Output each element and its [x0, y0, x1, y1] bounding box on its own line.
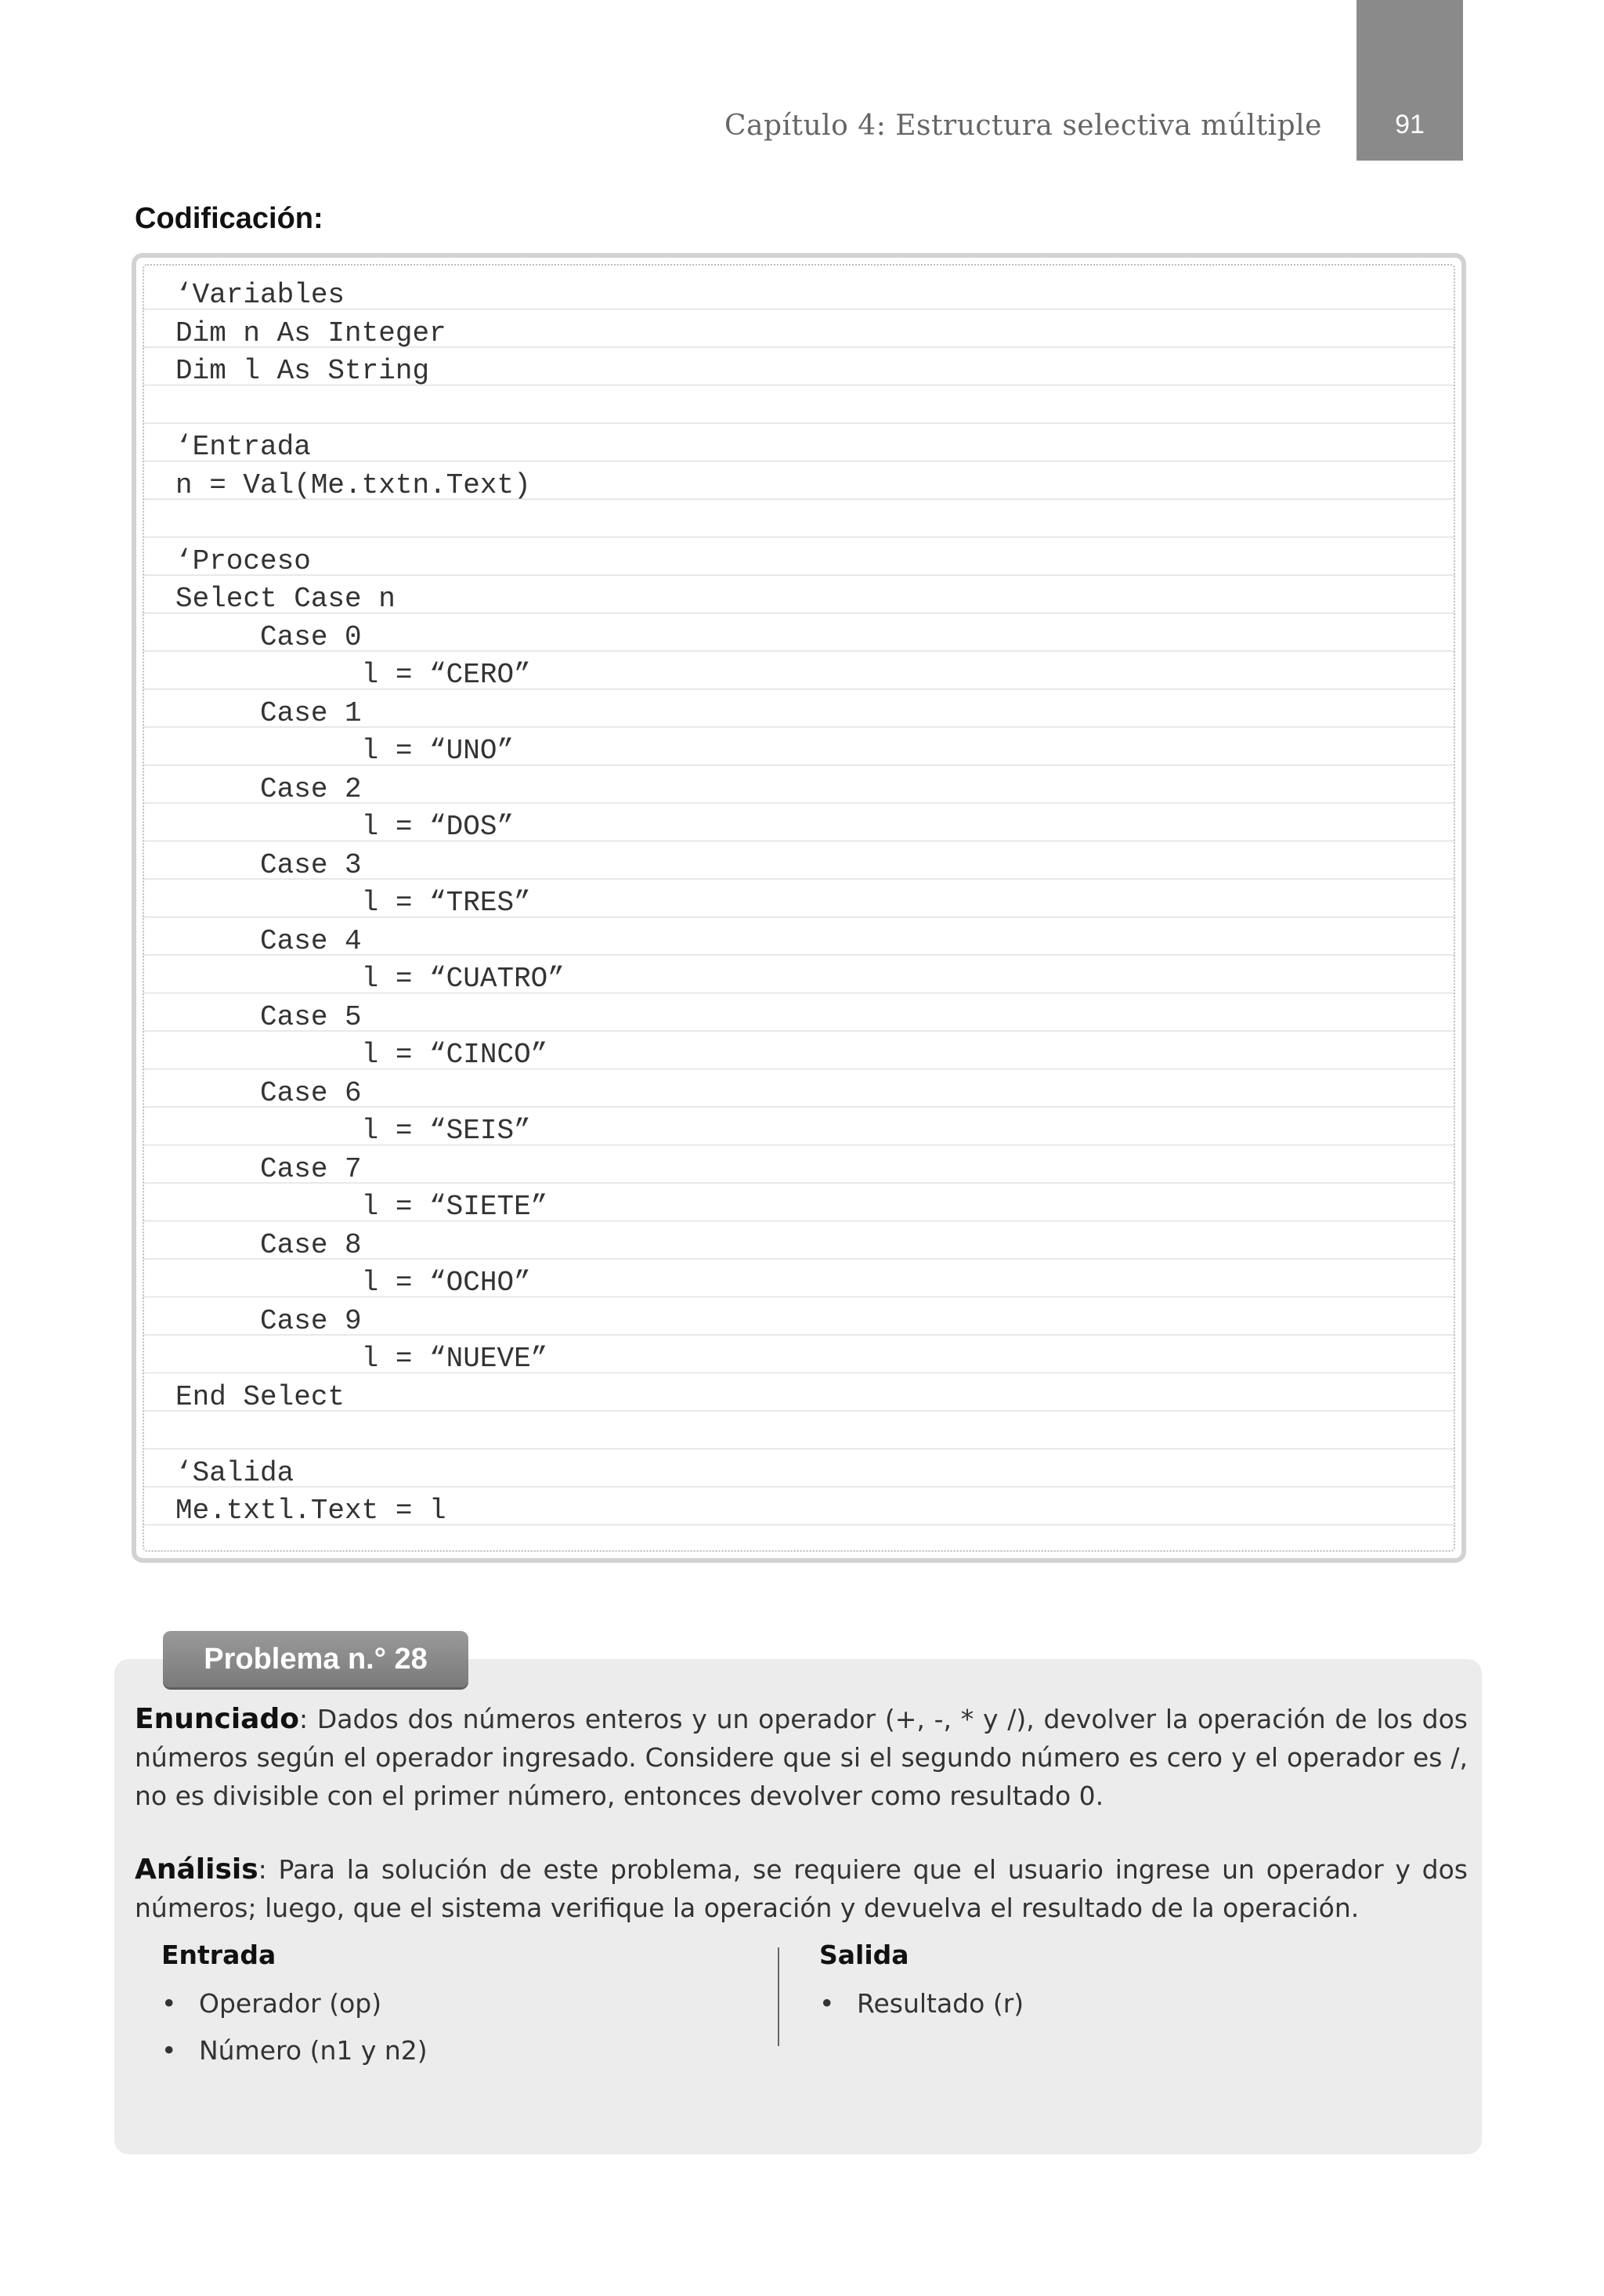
- code-block: [132, 253, 1466, 1563]
- code-line: Me.txtl.Text = l: [175, 1495, 446, 1527]
- salida-list: [819, 1980, 1461, 2027]
- problem-badge: Problema n.° 28: [163, 1631, 468, 1687]
- entrada-column: [161, 1935, 804, 2074]
- enunciado-text: : Dados dos números enteros y un operador (+, -, * y /), devolver la operación de los dos números según el operador ingresado. Considere que si el segundo número es cero y el operador es /, no es divisible con el primer número, entonces devolver como resultado 0.: [135, 1704, 1468, 1811]
- code-line: n = Val(Me.txtn.Text): [175, 468, 531, 501]
- salida-column: [819, 1935, 1461, 2027]
- code-line: [175, 391, 1438, 429]
- page-number: 91: [1395, 110, 1425, 139]
- code-line: l = “CUATRO”: [175, 963, 565, 995]
- code-line: Select Case n: [175, 583, 396, 615]
- code-line: Case 4: [175, 924, 362, 957]
- code-line: l = “CINCO”: [175, 1039, 548, 1071]
- code-line: l = “SIETE”: [175, 1191, 548, 1223]
- code-line: Case 8: [175, 1228, 362, 1261]
- code-line: [175, 504, 1438, 543]
- enunciado-paragraph: [135, 1700, 1468, 1815]
- bullet-icon: •: [161, 1988, 177, 2019]
- code-line: l = “OCHO”: [175, 1267, 531, 1299]
- code-line: Case 2: [175, 772, 362, 805]
- code-line: ‘Entrada: [175, 431, 311, 463]
- entrada-title: Entrada: [161, 1940, 276, 1970]
- code-line: l = “UNO”: [175, 735, 515, 767]
- column-divider: [778, 1947, 779, 2046]
- code-line: Case 6: [175, 1076, 362, 1109]
- code-line: ‘Variables: [175, 279, 345, 311]
- code-line: l = “NUEVE”: [175, 1343, 548, 1375]
- analisis-text: : Para la solución de este problema, se requiere que el usuario ingrese un operador y dos números; luego, que el sistema verifique la operación y devuelva el resultado de la operación.: [135, 1854, 1468, 1923]
- list-item: • Número (n1 y n2): [161, 2027, 804, 2074]
- code-line: l = “TRES”: [175, 887, 531, 919]
- code-line: ‘Proceso: [175, 544, 311, 577]
- code-line: Case 3: [175, 848, 362, 881]
- analisis-paragraph: [135, 1850, 1468, 1927]
- running-header: Capítulo 4: Estructura selectiva múltiple: [724, 110, 1322, 142]
- bullet-icon: •: [161, 2035, 177, 2066]
- code-lines: [175, 277, 1438, 1531]
- code-line: Case 7: [175, 1152, 362, 1185]
- code-line: Case 9: [175, 1304, 362, 1337]
- analisis-term: Análisis: [135, 1853, 258, 1886]
- entrada-list: [161, 1980, 804, 2074]
- code-block-inner: [143, 264, 1455, 1552]
- code-line: Case 5: [175, 1000, 362, 1033]
- code-line: End Select: [175, 1380, 345, 1413]
- bullet-icon: •: [819, 1988, 835, 2019]
- list-item: • Operador (op): [161, 1980, 804, 2027]
- code-line: l = “CERO”: [175, 659, 531, 691]
- code-line: [175, 1416, 1438, 1455]
- code-line: Case 1: [175, 696, 362, 729]
- code-line: Dim l As String: [175, 355, 430, 387]
- list-item: • Resultado (r): [819, 1980, 1461, 2027]
- code-line: Case 0: [175, 620, 362, 653]
- code-line: ‘Salida: [175, 1456, 294, 1489]
- enunciado-term: Enunciado: [135, 1703, 299, 1735]
- code-line: l = “SEIS”: [175, 1115, 531, 1147]
- section-heading: Codificación:: [135, 202, 323, 235]
- code-line: l = “DOS”: [175, 811, 515, 843]
- code-line: Dim n As Integer: [175, 316, 446, 349]
- salida-title: Salida: [819, 1940, 909, 1970]
